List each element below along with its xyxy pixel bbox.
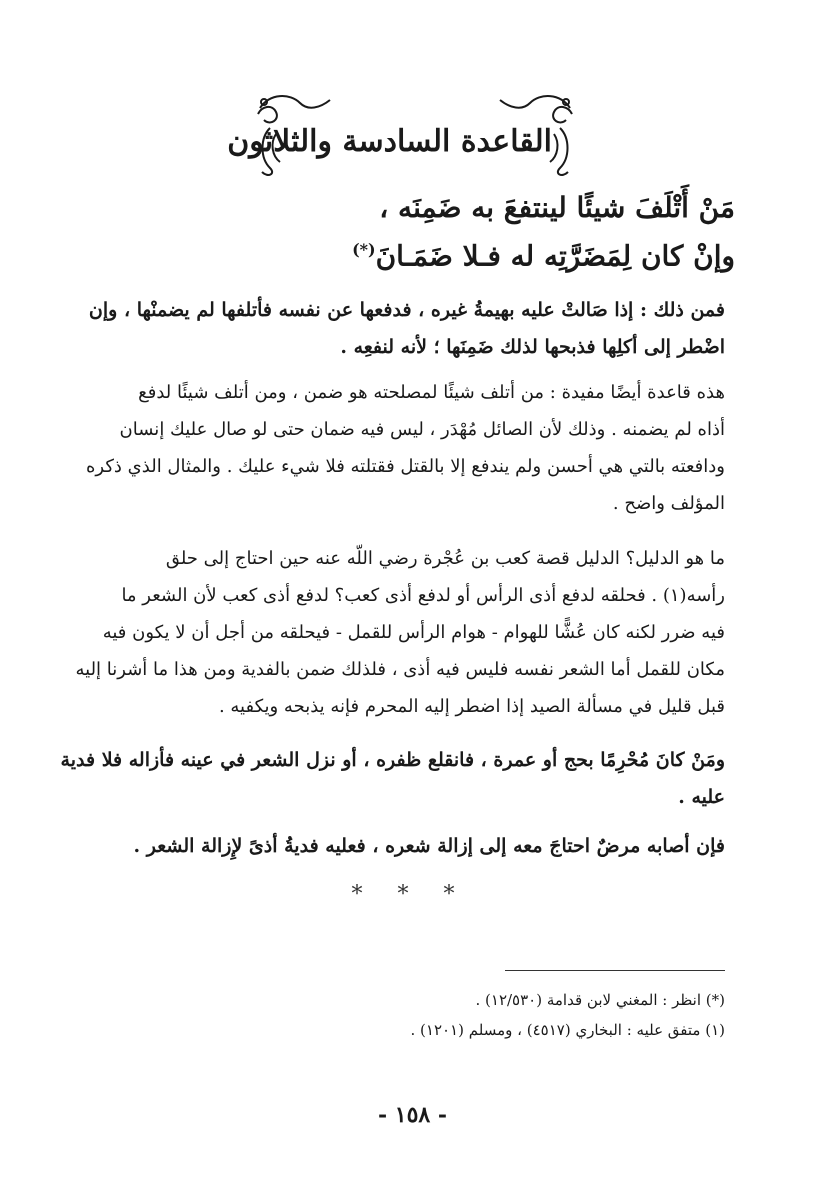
text-line: قبل قليل في مسألة الصيد إذا اضطر إليه المحرم فإنه يذبحه ويكفيه . xyxy=(218,696,725,717)
rule-line-1: مَنْ أَتْلَفَ شيئًا لينتفعَ به ضَمِنَه ، xyxy=(379,191,735,224)
footnote-divider xyxy=(505,970,725,971)
page-number: - ١٥٨ - xyxy=(377,1102,448,1128)
paragraph-2 xyxy=(86,374,725,522)
text-line: ما هو الدليل؟ الدليل قصة كعب بن عُجْرة رضي اللّه عنه حين احتاج إلى حلق xyxy=(165,548,725,569)
text-line: المؤلف واضح . xyxy=(612,493,725,514)
text-line: ومَنْ كانَ مُحْرِمًا بحج أو عمرة ، فانقلع ظفره ، أو نزل الشعر في عينه فأزاله فلا فدية xyxy=(60,749,725,771)
text-line: اضْطر إلى أكلِها فذبحها لذلك ضَمِنَها ؛ لأنه لنفعِه . xyxy=(340,336,725,358)
footnote-2: (١) متفق عليه : البخاري (٤٥١٧) ، ومسلم (١٢٠١) . xyxy=(410,1021,725,1039)
paragraph-1 xyxy=(88,292,725,366)
footnote-1: (*) انظر : المغني لابن قدامة (١٢/٥٣٠) . xyxy=(475,991,725,1009)
text-line: مكان للقمل أما الشعر نفسه فليس فيه أذى ، فلذلك ضمن بالفدية ومن هذا ما أشرنا إليه xyxy=(75,659,725,680)
text-line: فإن أصابه مرضٌ احتاجَ معه إلى إزالة شعره ، فعليه فديةُ أذىً لإِزالة الشعر . xyxy=(133,835,725,857)
text-line: هذه قاعدة أيضًا مفيدة : من أتلف شيئًا لمصلحته هو ضمن ، ومن أتلف شيئًا لدفع xyxy=(138,382,725,403)
rule-footnote-marker: (*) xyxy=(352,240,376,259)
text-line: فمن ذلك : إذا صَالتْ عليه بهيمةُ غيره ، فدفعها عن نفسه فأتلفها لم يضمنْها ، وإن xyxy=(88,299,725,321)
text-line: أذاه لم يضمنه . وذلك لأن الصائل مُهْدَر ، ليس فيه ضمان حتى لو صال عليك إنسان xyxy=(119,419,725,440)
paragraph-5 xyxy=(100,828,725,865)
text-line: ودافعته بالتي هي أحسن ولم يندفع إلا بالقتل فقتلته فلا شيء عليك . والمثال الذي ذكره xyxy=(86,456,725,477)
rule-line-2 xyxy=(105,228,735,278)
paragraph-4 xyxy=(60,742,725,816)
text-line: عليه . xyxy=(678,786,725,808)
chapter-heading xyxy=(227,88,590,180)
section-separator: * * * xyxy=(351,882,469,907)
chapter-title: القاعدة السادسة والثلاثون xyxy=(227,124,552,159)
text-line: رأسه(١) . فحلقه لدفع أذى الرأس أو لدفع أذى كعب؟ لدفع أذى كعب لأن الشعر ما xyxy=(121,585,725,606)
rule-line-2-text: وإنْ كان لِمَضَرَّتِه له فـلا ضَمَـانَ xyxy=(375,239,735,273)
text-line: فيه ضرر لكنه كان عُشًّا للهوام - هوام الرأس للقمل - فيحلقه من أجل أن لا يكون فيه xyxy=(102,622,725,643)
paragraph-3 xyxy=(75,540,725,725)
